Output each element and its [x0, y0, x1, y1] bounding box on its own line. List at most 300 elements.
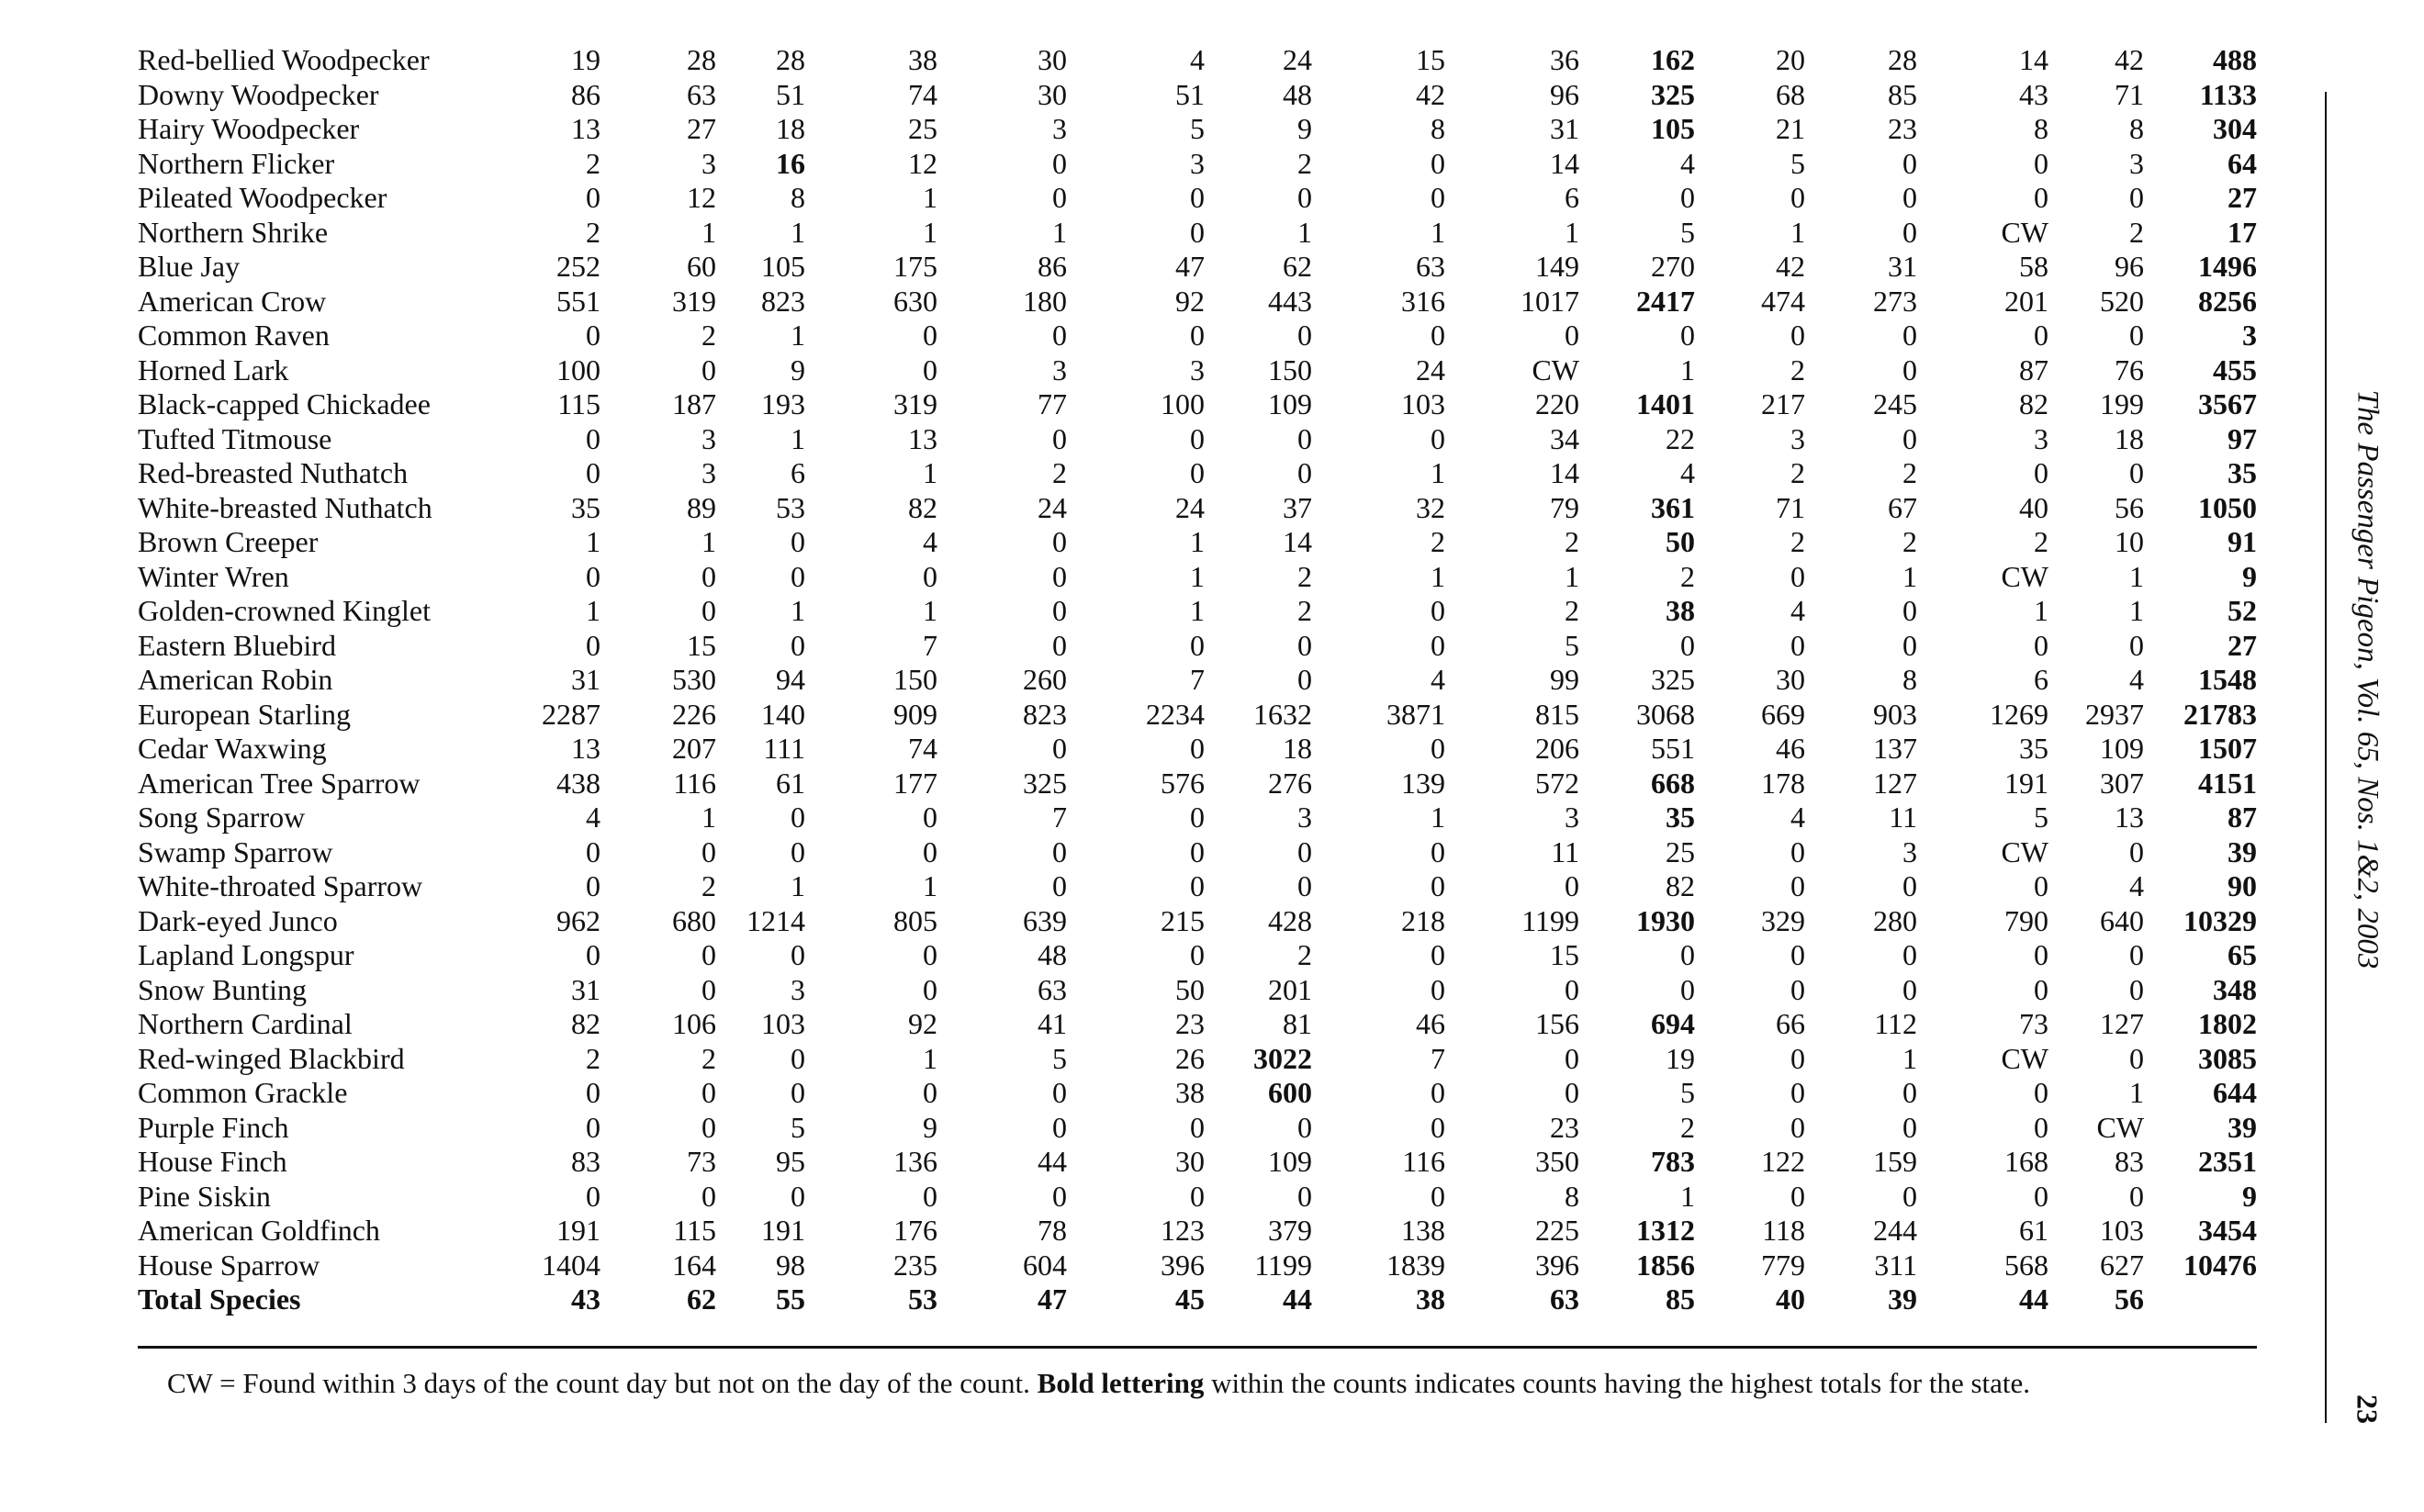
- count-cell: 1: [1790, 215, 1805, 249]
- count-cell: 156: [1535, 1007, 1579, 1040]
- species-name: European Starling: [138, 697, 351, 731]
- count-cell: 0: [1190, 319, 1205, 352]
- total-species-cell: 40: [1776, 1282, 1805, 1316]
- count-cell: 28: [1888, 43, 1917, 76]
- count-cell: 3: [1297, 801, 1312, 834]
- count-cell: 0: [1902, 353, 1917, 386]
- count-cell: 40: [2019, 490, 2048, 524]
- count-cell: 226: [672, 697, 716, 731]
- count-cell: 30: [1175, 1145, 1205, 1178]
- count-cell: 2: [1297, 938, 1312, 971]
- count-cell: 78: [1038, 1214, 1067, 1247]
- count-cell: 1: [1431, 456, 1445, 489]
- count-cell: 0: [791, 1041, 805, 1075]
- count-cell: 0: [1190, 1110, 1205, 1144]
- state-total-cell: 91: [2228, 525, 2257, 558]
- state-total-cell: 10476: [2183, 1248, 2257, 1282]
- count-cell: 3022: [1253, 1041, 1312, 1075]
- count-cell: 0: [1790, 628, 1805, 662]
- count-cell: 38: [1666, 594, 1695, 627]
- count-cell: 1: [1431, 559, 1445, 593]
- count-cell: 2: [701, 1041, 716, 1075]
- count-cell: 16: [776, 146, 805, 180]
- table-row: [138, 869, 2257, 904]
- state-total-cell: 1802: [2198, 1007, 2257, 1040]
- count-cell: 316: [1401, 284, 1445, 318]
- count-cell: 86: [1038, 250, 1067, 283]
- count-cell: 4: [1680, 456, 1695, 489]
- count-cell: 0: [2129, 319, 2144, 352]
- count-cell: 85: [1888, 77, 1917, 111]
- count-cell: 62: [1283, 250, 1312, 283]
- count-cell: 0: [923, 559, 937, 593]
- count-cell: 15: [1416, 43, 1445, 76]
- state-total-cell: 1507: [2198, 732, 2257, 765]
- count-cell: 551: [1651, 732, 1695, 765]
- count-cell: 31: [1888, 250, 1917, 283]
- count-cell: 1: [2034, 594, 2048, 627]
- count-cell: 215: [1161, 903, 1205, 937]
- count-cell: 3: [1190, 353, 1205, 386]
- state-total-cell: 90: [2228, 869, 2257, 902]
- count-cell: 2: [1902, 525, 1917, 558]
- count-cell: 109: [1268, 387, 1312, 420]
- count-cell: 0: [586, 1076, 600, 1109]
- total-species-cell: 56: [2115, 1282, 2144, 1316]
- count-cell: 162: [1651, 43, 1695, 76]
- count-cell: 0: [1431, 834, 1445, 868]
- count-cell: 34: [1550, 421, 1579, 455]
- count-cell: 0: [2034, 181, 2048, 214]
- count-cell: 24: [1175, 490, 1205, 524]
- count-cell: 0: [2129, 1041, 2144, 1075]
- count-cell: 790: [2004, 903, 2048, 937]
- count-cell: 48: [1038, 938, 1067, 971]
- species-name: Eastern Bluebird: [138, 628, 336, 662]
- species-name: Hairy Woodpecker: [138, 112, 360, 145]
- count-cell: 13: [571, 732, 600, 765]
- count-cell: 127: [1873, 766, 1917, 800]
- count-cell: 100: [556, 353, 600, 386]
- count-cell: 5: [1790, 146, 1805, 180]
- count-cell: 0: [1190, 938, 1205, 971]
- count-cell: 4: [2129, 663, 2144, 696]
- count-cell: 823: [761, 284, 805, 318]
- table-row: [138, 250, 2257, 285]
- count-cell: 2: [1790, 525, 1805, 558]
- count-cell: 2: [2129, 215, 2144, 249]
- state-total-cell: 17: [2228, 215, 2257, 249]
- count-cell: 7: [1052, 801, 1067, 834]
- count-cell: 0: [1565, 1076, 1579, 1109]
- count-cell: 15: [1550, 938, 1579, 971]
- count-cell: 325: [1023, 766, 1067, 800]
- count-cell: 23: [1550, 1110, 1579, 1144]
- count-cell: 3871: [1386, 697, 1445, 731]
- state-total-cell: 348: [2213, 972, 2257, 1006]
- count-cell: 325: [1651, 663, 1695, 696]
- table-row: [138, 1042, 2257, 1077]
- count-cell: 0: [1902, 421, 1917, 455]
- total-species-cell: 53: [908, 1282, 937, 1316]
- count-cell: 0: [1052, 319, 1067, 352]
- count-cell: 0: [1052, 869, 1067, 902]
- state-total-cell: 3: [2242, 319, 2257, 352]
- count-cell: 105: [1651, 112, 1695, 145]
- count-cell: 1: [586, 525, 600, 558]
- count-cell: 76: [2115, 353, 2144, 386]
- count-cell: 0: [1902, 972, 1917, 1006]
- count-cell: 150: [1268, 353, 1312, 386]
- table-row: [138, 801, 2257, 835]
- count-cell: 1: [586, 594, 600, 627]
- count-cell: 0: [701, 1110, 716, 1144]
- state-total-cell: 2351: [2198, 1145, 2257, 1178]
- count-cell: 909: [893, 697, 937, 731]
- count-cell: 111: [763, 732, 805, 765]
- count-cell: 6: [2034, 663, 2048, 696]
- count-cell: 123: [1161, 1214, 1205, 1247]
- count-cell: 191: [2004, 766, 2048, 800]
- total-species-cell: 44: [1283, 1282, 1312, 1316]
- count-cell: 13: [908, 421, 937, 455]
- count-cell: 22: [1666, 421, 1695, 455]
- count-cell: 640: [2100, 903, 2144, 937]
- table-row: [138, 43, 2257, 78]
- count-cell: 50: [1175, 972, 1205, 1006]
- species-name: Lapland Longspur: [138, 938, 354, 971]
- species-name: Cedar Waxwing: [138, 732, 327, 765]
- count-cell: 530: [672, 663, 716, 696]
- count-cell: 0: [586, 869, 600, 902]
- count-cell: 82: [571, 1007, 600, 1040]
- count-cell: 24: [1038, 490, 1067, 524]
- count-cell: 68: [1776, 77, 1805, 111]
- species-name: Golden-crowned Kinglet: [138, 594, 432, 627]
- count-cell: 4: [1790, 594, 1805, 627]
- count-cell: 0: [1565, 1041, 1579, 1075]
- count-cell: 23: [1175, 1007, 1205, 1040]
- count-cell: 220: [1535, 387, 1579, 420]
- count-cell: 0: [1052, 146, 1067, 180]
- count-cell: 0: [1052, 559, 1067, 593]
- count-cell: 0: [586, 1179, 600, 1213]
- count-cell: 520: [2100, 284, 2144, 318]
- count-cell: 3: [1790, 421, 1805, 455]
- count-cell: CW: [2001, 834, 2048, 868]
- state-total-cell: 35: [2228, 456, 2257, 489]
- count-cell: 5: [1190, 112, 1205, 145]
- count-cell: 5: [1680, 215, 1695, 249]
- count-cell: 99: [1550, 663, 1579, 696]
- count-cell: 2937: [2085, 697, 2144, 731]
- species-name: Red-winged Blackbird: [138, 1041, 405, 1075]
- count-cell: 0: [1902, 319, 1917, 352]
- count-cell: 0: [791, 525, 805, 558]
- state-total-cell: 39: [2228, 834, 2257, 868]
- count-cell: 0: [1052, 1076, 1067, 1109]
- count-cell: 7: [923, 628, 937, 662]
- count-cell: 273: [1873, 284, 1917, 318]
- count-cell: 30: [1038, 43, 1067, 76]
- count-cell: 0: [1297, 834, 1312, 868]
- count-cell: 87: [2019, 353, 2048, 386]
- species-name: Blue Jay: [138, 250, 241, 283]
- count-cell: 43: [2019, 77, 2048, 111]
- species-name: Song Sparrow: [138, 801, 306, 834]
- species-name: Horned Lark: [138, 353, 289, 386]
- count-cell: 0: [1297, 663, 1312, 696]
- count-cell: 92: [908, 1007, 937, 1040]
- count-cell: 1: [2129, 594, 2144, 627]
- count-cell: 0: [701, 1179, 716, 1213]
- count-cell: 0: [1190, 801, 1205, 834]
- count-cell: 2: [1902, 456, 1917, 489]
- count-cell: 783: [1651, 1145, 1695, 1178]
- count-cell: 2: [1565, 525, 1579, 558]
- state-total-cell: 87: [2228, 801, 2257, 834]
- count-cell: 3: [1902, 834, 1917, 868]
- count-cell: 0: [2034, 1076, 2048, 1109]
- table-row: [138, 456, 2257, 491]
- count-cell: CW: [2001, 1041, 2048, 1075]
- state-total-cell: 9: [2242, 559, 2257, 593]
- count-cell: 0: [923, 801, 937, 834]
- table-row: [138, 147, 2257, 182]
- table-row: [138, 629, 2257, 664]
- count-cell: 26: [1175, 1041, 1205, 1075]
- count-cell: 4: [586, 801, 600, 834]
- count-cell: 0: [1790, 972, 1805, 1006]
- count-cell: 0: [791, 834, 805, 868]
- count-cell: 0: [586, 421, 600, 455]
- count-cell: 1: [1902, 559, 1917, 593]
- count-cell: 0: [923, 972, 937, 1006]
- table-row: [138, 973, 2257, 1008]
- count-cell: 2: [701, 319, 716, 352]
- count-cell: 9: [923, 1110, 937, 1144]
- count-cell: 3: [2034, 421, 2048, 455]
- table-row: [138, 560, 2257, 595]
- count-cell: 13: [2115, 801, 2144, 834]
- count-cell: 1: [1190, 559, 1205, 593]
- count-cell: 0: [923, 938, 937, 971]
- count-cell: 4: [1190, 43, 1205, 76]
- count-cell: 199: [2100, 387, 2144, 420]
- count-cell: 0: [1190, 834, 1205, 868]
- count-cell: 350: [1535, 1145, 1579, 1178]
- count-cell: 15: [687, 628, 716, 662]
- count-cell: 136: [893, 1145, 937, 1178]
- state-total-cell: 10329: [2183, 903, 2257, 937]
- count-cell: 0: [1790, 1041, 1805, 1075]
- count-cell: 823: [1023, 697, 1067, 731]
- count-cell: 0: [586, 1110, 600, 1144]
- count-cell: 805: [893, 903, 937, 937]
- count-cell: 0: [1052, 628, 1067, 662]
- count-cell: 73: [687, 1145, 716, 1178]
- table-bottom-rule: [138, 1346, 2257, 1349]
- page-number-text: 23: [2351, 1394, 2385, 1424]
- count-cell: 51: [776, 77, 805, 111]
- count-cell: 18: [776, 112, 805, 145]
- count-cell: 0: [1902, 181, 1917, 214]
- count-cell: 35: [2019, 732, 2048, 765]
- count-cell: 25: [1666, 834, 1695, 868]
- count-cell: 630: [893, 284, 937, 318]
- count-cell: 1214: [746, 903, 805, 937]
- count-cell: 1: [923, 215, 937, 249]
- count-cell: 627: [2100, 1248, 2144, 1282]
- count-cell: 4: [2129, 869, 2144, 902]
- count-cell: 0: [1431, 938, 1445, 971]
- state-total-cell: 64: [2228, 146, 2257, 180]
- count-cell: 14: [2019, 43, 2048, 76]
- count-cell: 21: [1776, 112, 1805, 145]
- count-cell: 109: [1268, 1145, 1312, 1178]
- count-cell: 2417: [1636, 284, 1695, 318]
- count-cell: 2234: [1146, 697, 1205, 731]
- count-cell: 3: [701, 421, 716, 455]
- table-row: [138, 216, 2257, 251]
- count-cell: 116: [1402, 1145, 1445, 1178]
- count-cell: 138: [1401, 1214, 1445, 1247]
- count-cell: 1199: [1254, 1248, 1312, 1282]
- species-name: Downy Woodpecker: [138, 77, 379, 111]
- count-cell: 8: [1902, 663, 1917, 696]
- total-species-cell: 38: [1416, 1282, 1445, 1316]
- count-cell: 311: [1874, 1248, 1917, 1282]
- count-cell: 24: [1283, 43, 1312, 76]
- count-cell: 1: [791, 421, 805, 455]
- count-cell: 903: [1873, 697, 1917, 731]
- count-cell: 30: [1038, 77, 1067, 111]
- count-cell: 0: [791, 1076, 805, 1109]
- total-species-cell: [2144, 1282, 2257, 1317]
- count-cell: 74: [908, 732, 937, 765]
- count-cell: 19: [1666, 1041, 1695, 1075]
- count-cell: 4: [1680, 146, 1695, 180]
- running-head: [2340, 73, 2395, 1285]
- count-cell: 2: [701, 869, 716, 902]
- count-cell: 1: [701, 801, 716, 834]
- count-cell: 96: [2115, 250, 2144, 283]
- total-species-cell: 43: [571, 1282, 600, 1316]
- species-name: Swamp Sparrow: [138, 834, 333, 868]
- count-cell: 191: [761, 1214, 805, 1247]
- count-cell: 0: [2034, 938, 2048, 971]
- count-cell: 98: [776, 1248, 805, 1282]
- count-cell: 0: [923, 1076, 937, 1109]
- count-cell: 3: [701, 456, 716, 489]
- count-cell: 0: [923, 834, 937, 868]
- count-cell: 0: [2129, 181, 2144, 214]
- count-cell: 0: [701, 559, 716, 593]
- total-species-cell: 45: [1175, 1282, 1205, 1316]
- species-name: American Robin: [138, 663, 333, 696]
- count-cell: 176: [893, 1214, 937, 1247]
- count-cell: 0: [923, 1179, 937, 1213]
- count-cell: 0: [1052, 181, 1067, 214]
- count-cell: 4: [923, 525, 937, 558]
- table-row: [138, 732, 2257, 767]
- count-cell: 177: [893, 766, 937, 800]
- count-cell: 3068: [1636, 697, 1695, 731]
- count-cell: 2: [1297, 146, 1312, 180]
- count-cell: 604: [1023, 1248, 1067, 1282]
- count-cell: 0: [1565, 972, 1579, 1006]
- count-cell: 0: [1297, 1110, 1312, 1144]
- count-cell: 0: [1565, 869, 1579, 902]
- state-total-cell: 1496: [2198, 250, 2257, 283]
- count-cell: 201: [1268, 972, 1312, 1006]
- count-cell: 396: [1535, 1248, 1579, 1282]
- count-cell: 0: [1431, 1179, 1445, 1213]
- count-cell: 217: [1761, 387, 1805, 420]
- table-row: [138, 387, 2257, 422]
- count-cell: 46: [1776, 732, 1805, 765]
- count-cell: 73: [2019, 1007, 2048, 1040]
- count-cell: 2287: [542, 697, 600, 731]
- state-total-cell: 39: [2228, 1110, 2257, 1144]
- count-cell: 0: [1902, 938, 1917, 971]
- count-cell: 0: [1052, 421, 1067, 455]
- state-total-cell: 9: [2242, 1179, 2257, 1213]
- count-cell: 31: [1550, 112, 1579, 145]
- bird-count-table: [138, 43, 2257, 1317]
- species-name: American Goldfinch: [138, 1214, 380, 1247]
- count-cell: 0: [1431, 421, 1445, 455]
- state-total-cell: 27: [2228, 181, 2257, 214]
- count-cell: 600: [1268, 1076, 1312, 1109]
- count-cell: 0: [1431, 1076, 1445, 1109]
- count-cell: 0: [791, 628, 805, 662]
- count-cell: 0: [1052, 1110, 1067, 1144]
- count-cell: 0: [2034, 319, 2048, 352]
- count-cell: 0: [1902, 628, 1917, 662]
- count-cell: 474: [1761, 284, 1805, 318]
- count-cell: 7: [1190, 663, 1205, 696]
- count-cell: 24: [1416, 353, 1445, 386]
- count-cell: 0: [1297, 628, 1312, 662]
- count-cell: 7: [1431, 1041, 1445, 1075]
- count-cell: 2: [1680, 1110, 1695, 1144]
- count-cell: 361: [1651, 490, 1695, 524]
- count-cell: 1: [1902, 1041, 1917, 1075]
- count-cell: 3: [1052, 112, 1067, 145]
- total-species-cell: 47: [1038, 1282, 1067, 1316]
- count-cell: 0: [1431, 594, 1445, 627]
- count-cell: 206: [1535, 732, 1579, 765]
- table-row: [138, 1076, 2257, 1111]
- count-cell: 178: [1761, 766, 1805, 800]
- count-cell: 0: [1052, 594, 1067, 627]
- count-cell: 0: [1431, 972, 1445, 1006]
- count-cell: 245: [1873, 387, 1917, 420]
- total-species-cell: 55: [776, 1282, 805, 1316]
- footnote-text-1: CW = Found within 3 days of the count day but not on the day of the count.: [167, 1367, 1030, 1399]
- count-cell: 1930: [1636, 903, 1695, 937]
- count-cell: 3: [791, 972, 805, 1006]
- count-cell: 115: [557, 387, 600, 420]
- count-cell: 0: [1790, 1110, 1805, 1144]
- species-name: White-throated Sparrow: [138, 869, 423, 902]
- count-cell: CW: [2001, 215, 2048, 249]
- count-cell: 280: [1873, 903, 1917, 937]
- count-cell: 0: [1902, 594, 1917, 627]
- count-cell: 0: [1431, 1110, 1445, 1144]
- count-cell: 46: [1416, 1007, 1445, 1040]
